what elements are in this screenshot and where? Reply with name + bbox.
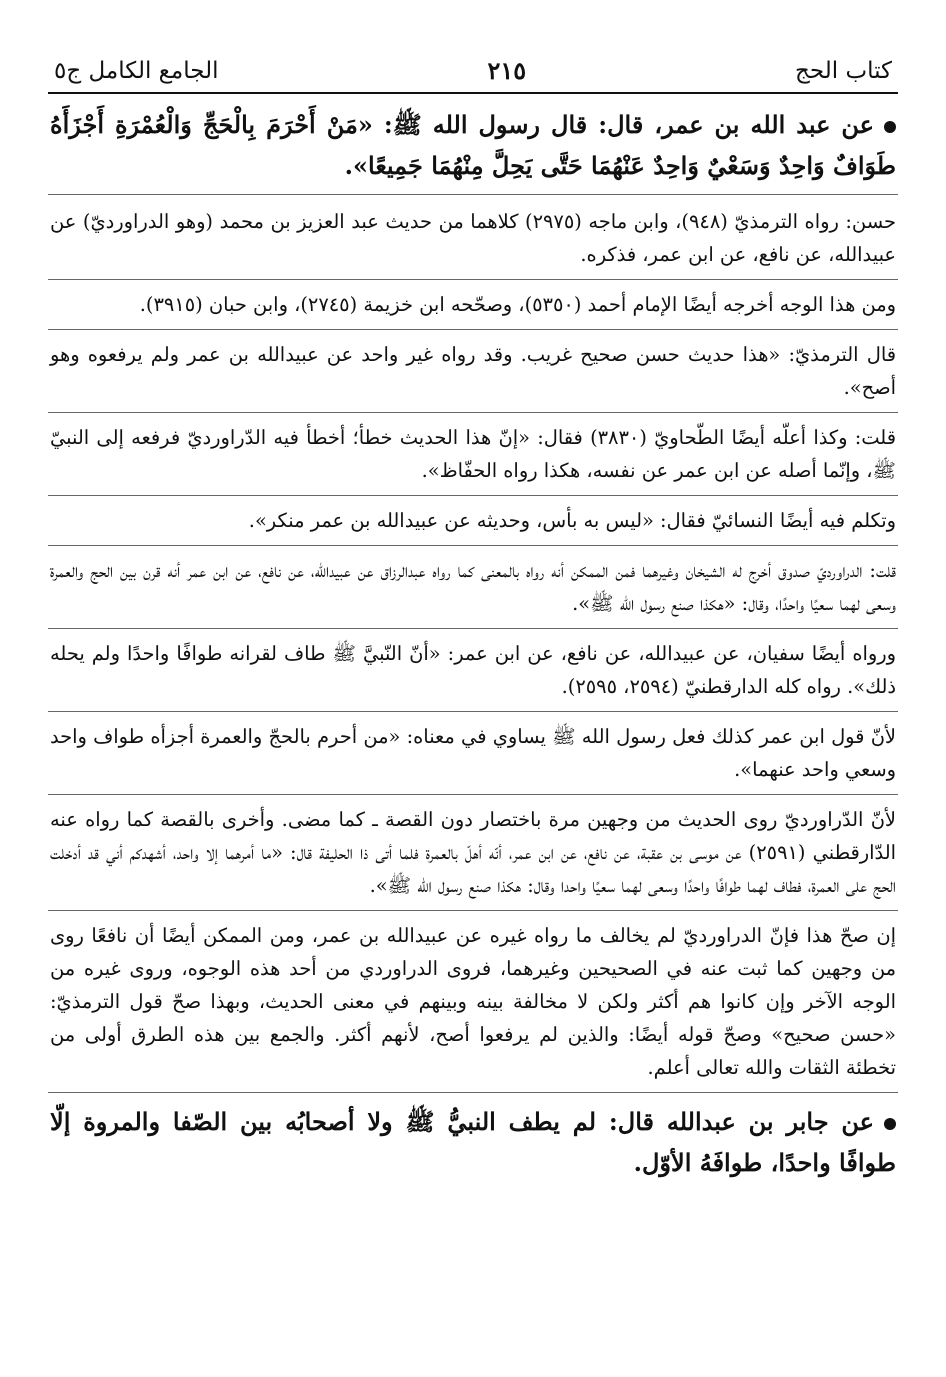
- chapter-title: كتاب الحج: [795, 58, 892, 84]
- bullet-icon: [884, 1118, 896, 1130]
- commentary-paragraph: قال الترمذيّ: «هذا حديث حسن صحيح غريب. وقد رواه غير واحد عن عبيدالله بن عمر ولم يرفعوه وهو أصح».: [48, 338, 898, 413]
- hadith-body: عن عبد الله بن عمر، قال: قال رسول الله ﷺ: «مَنْ أَحْرَمَ بِالْحَجِّ وَالْعُمْرَةِ أَجْزَأَهُ طَوَافٌ وَاحِدٌ وَسَعْيٌ وَاحِدٌ عَنْهُمَا حَتَّى يَحِلَّ مِنْهُمَا جَمِيعًا».: [50, 110, 896, 180]
- commentary-paragraph: وتكلم فيه أيضًا النسائيّ فقال: «ليس به بأس، وحديثه عن عبيدالله بن عمر منكر».: [48, 504, 898, 546]
- commentary-paragraph: لأنّ الدّراورديّ روى الحديث من وجهين مرة باختصار دون القصة ـ كما مضى. وأخرى بالقصة كما رواه عنه الدّارقطني (٢٥٩١) عن موسى بن عقبة، عن نافع، عن ابن عمر، أنّه أهلّ بالعمرة فلما أتى ذا الحليفة قال: «ما أمرهما إلا واحد، أشهدكم أني قد أدخلت الحج على العمرة، فطاف لهما طوافًا واحدًا وسعى لهما سعيًا واحدا وقال: هكذا صنع رسول الله ﷺ».: [48, 803, 898, 911]
- commentary-paragraph: إن صحّ هذا فإنّ الدراورديّ لم يخالف ما رواه غيره عن عبيدالله بن عمر، ومن الممكن أيضًا أن نافعًا روى من وجهين كما ثبت عنه في الصحيحين وغيرهما، فروى الدراوردي من أحد هذه الوجوه، وروى غيره من الوجه الآخر وإن كانوا هم أكثر ولكن لا مخالفة بينه وبينهم في معنى الحديث، وبهذا صحّ قول الترمذيّ: «حسن صحيح» وصحّ قوله أيضًا: والذين لم يرفعوا أصح، لأنهم أكثر. والجمع بين هذه الطرق أولى من تخطئة الثقات والله تعالى أعلم.: [48, 919, 898, 1093]
- hadith-body: عن جابر بن عبدالله قال: لم يطف النبيُّ ﷺ ولا أصحابُه بين الصّفا والمروة إلّا طوافًا واحدًا، طوافَهُ الأوّل.: [50, 1107, 896, 1177]
- commentary-paragraph: قلت: وكذا أعلّه أيضًا الطّحاويّ (٣٨٣٠) فقال: «إنّ هذا الحديث خطأ؛ أخطأ فيه الدّراورديّ فرفعه إلى النبيّ ﷺ، وإنّما أصله عن ابن عمر عن نفسه، هكذا رواه الحفّاظ».: [48, 421, 898, 496]
- commentary-paragraph: لأنّ قول ابن عمر كذلك فعل رسول الله ﷺ يساوي في معناه: «من أحرم بالحجّ والعمرة أجزأه طواف واحد وسعي واحد عنهما».: [48, 720, 898, 795]
- commentary-paragraph: حسن: رواه الترمذيّ (٩٤٨)، وابن ماجه (٢٩٧٥) كلاهما من حديث عبد العزيز بن محمد (وهو الدراورديّ) عن عبيدالله، عن نافع، عن ابن عمر، فذكره.: [48, 205, 898, 280]
- bullet-icon: [884, 121, 896, 133]
- commentary-paragraph: ومن هذا الوجه أخرجه أيضًا الإمام أحمد (٥٣٥٠)، وصحّحه ابن خزيمة (٢٧٤٥)، وابن حبان (٣٩١٥).: [48, 288, 898, 330]
- commentary-paragraph: ورواه أيضًا سفيان، عن عبيدالله، عن نافع، عن ابن عمر: «أنّ النّبيَّ ﷺ طاف لقرانه طوافًا واحدًا ولم يحله ذلك». رواه كله الدارقطنيّ (٢٥٩٤، ٢٥٩٥).: [48, 637, 898, 712]
- page-content: [48, 104, 898, 1191]
- hadith-text: [48, 1101, 898, 1191]
- page-number: ٢١٥: [487, 56, 527, 85]
- commentary-paragraph: قلت: الدراورديّ صدوق أخرج له الشيخان وغيرهما فمن الممكن أنه رواه بالمعنى كما رواه عبدالرزاق عن عبيدالله، عن نافع، عن ابن عمر أنه قرن بين الحج والعمرة وسعى لهما سعيًا واحدًا، وقال: «هكذا صنع رسول الله ﷺ».: [48, 554, 898, 629]
- hadith-text: [48, 104, 898, 195]
- page-header: [48, 56, 898, 94]
- book-title: الجامع الكامل ج٥: [54, 58, 219, 84]
